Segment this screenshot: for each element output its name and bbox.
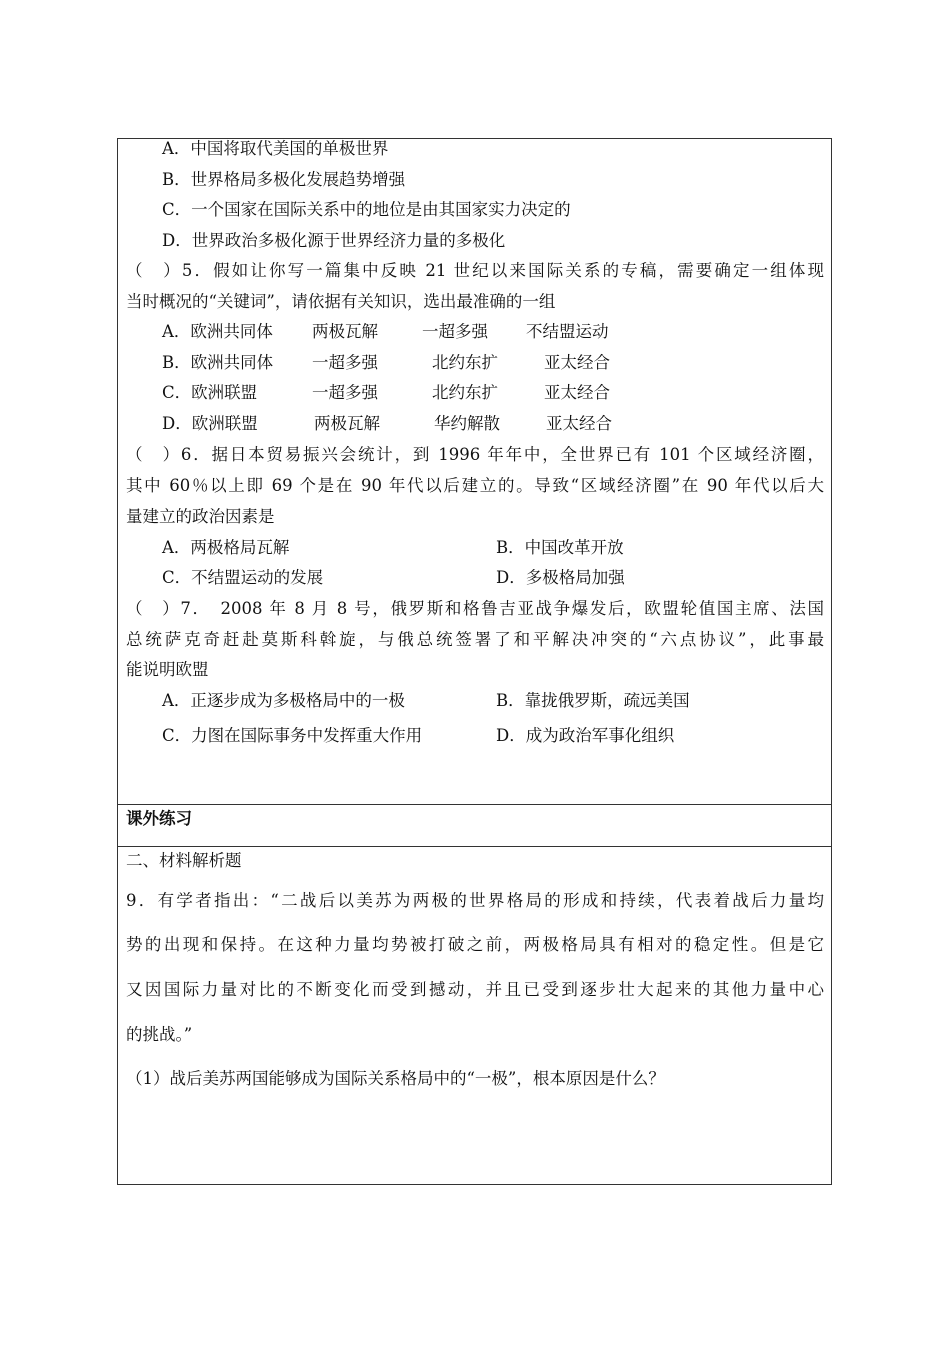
q7-stem: （ ）7． 2008 年 8 月 8 号，俄罗斯和格鲁吉亚战争爆发后，欧盟轮值国主席、法国 — [126, 599, 824, 618]
q5-option-a-term: 一超多强 — [422, 322, 488, 341]
q9-material: 又因国际力量对比的不断变化而受到撼动，并且已受到逐步壮大起来的其他力量中心 — [126, 980, 824, 999]
q7-stem: 总统萨克奇赶赴莫斯科斡旋，与俄总统签署了和平解决冲突的“六点协议”，此事最 — [126, 630, 824, 649]
q5-option-a-term: 不结盟运动 — [526, 322, 609, 341]
q5-option-b: B．欧洲共同体 — [162, 353, 274, 372]
q6-stem: （ ）6．据日本贸易振兴会统计，到 1996 年年中，全世界已有 101 个区域经济圈， — [126, 445, 824, 464]
q7-option-d: D．成为政治军事化组织 — [496, 726, 675, 745]
q5-option-d: D．欧洲联盟 — [162, 414, 258, 433]
divider — [118, 804, 831, 805]
q7-stem: 能说明欧盟 — [126, 660, 209, 679]
q4-option-c: C．一个国家在国际关系中的地位是由其国家实力决定的 — [162, 200, 571, 219]
q5-option-a-term: 两极瓦解 — [312, 322, 378, 341]
q5-option-d-term: 华约解散 — [434, 414, 500, 433]
q4-option-a: A．中国将取代美国的单极世界 — [162, 139, 389, 158]
q9-material: 的挑战。” — [126, 1025, 193, 1044]
q5-option-b-term: 北约东扩 — [432, 353, 498, 372]
section-title: 课外练习 — [126, 809, 192, 828]
q5-option-c: C．欧洲联盟 — [162, 383, 258, 402]
q7-option-a: A．正逐步成为多极格局中的一极 — [162, 691, 405, 710]
q5-option-c-term: 亚太经合 — [544, 383, 610, 402]
q9-material: 势的出现和保持。在这种力量均势被打破之前，两极格局具有相对的稳定性。但是它 — [126, 935, 824, 954]
q7-option-b: B．靠拢俄罗斯，疏远美国 — [496, 691, 690, 710]
q6-option-d: D．多极格局加强 — [496, 568, 625, 587]
q6-stem: 量建立的政治因素是 — [126, 507, 275, 526]
q5-stem: （ ）5．假如让你写一篇集中反映 21 世纪以来国际关系的专稿，需要确定一组体现 — [126, 261, 824, 280]
q5-option-b-term: 一超多强 — [312, 353, 378, 372]
q4-option-b: B．世界格局多极化发展趋势增强 — [162, 170, 406, 189]
q4-option-d: D．世界政治多极化源于世界经济力量的多极化 — [162, 231, 506, 250]
q5-option-c-term: 北约东扩 — [432, 383, 498, 402]
q5-option-b-term: 亚太经合 — [544, 353, 610, 372]
q7-option-c: C．力图在国际事务中发挥重大作用 — [162, 726, 423, 745]
q5-stem: 当时概况的“关键词”，请依据有关知识，选出最准确的一组 — [126, 292, 556, 311]
section-heading: 二、材料解析题 — [126, 851, 242, 870]
q5-option-c-term: 一超多强 — [312, 383, 378, 402]
q5-option-d-term: 两极瓦解 — [314, 414, 380, 433]
q6-option-a: A．两极格局瓦解 — [162, 538, 290, 557]
q5-option-d-term: 亚太经合 — [546, 414, 612, 433]
divider — [118, 846, 831, 847]
q6-stem: 其中 60％以上即 69 个是在 90 年代以后建立的。导致“区域经济圈”在 90 年代以后大 — [126, 476, 824, 495]
q5-option-a: A．欧洲共同体 — [162, 322, 273, 341]
q6-option-c: C．不结盟运动的发展 — [162, 568, 324, 587]
q6-option-b: B．中国改革开放 — [496, 538, 624, 557]
q9-subquestion-1: （1）战后美苏两国能够成为国际关系格局中的“一极”，根本原因是什么？ — [126, 1069, 665, 1088]
q9-material: 9．有学者指出：“二战后以美苏为两极的世界格局的形成和持续，代表着战后力量均 — [126, 891, 824, 910]
